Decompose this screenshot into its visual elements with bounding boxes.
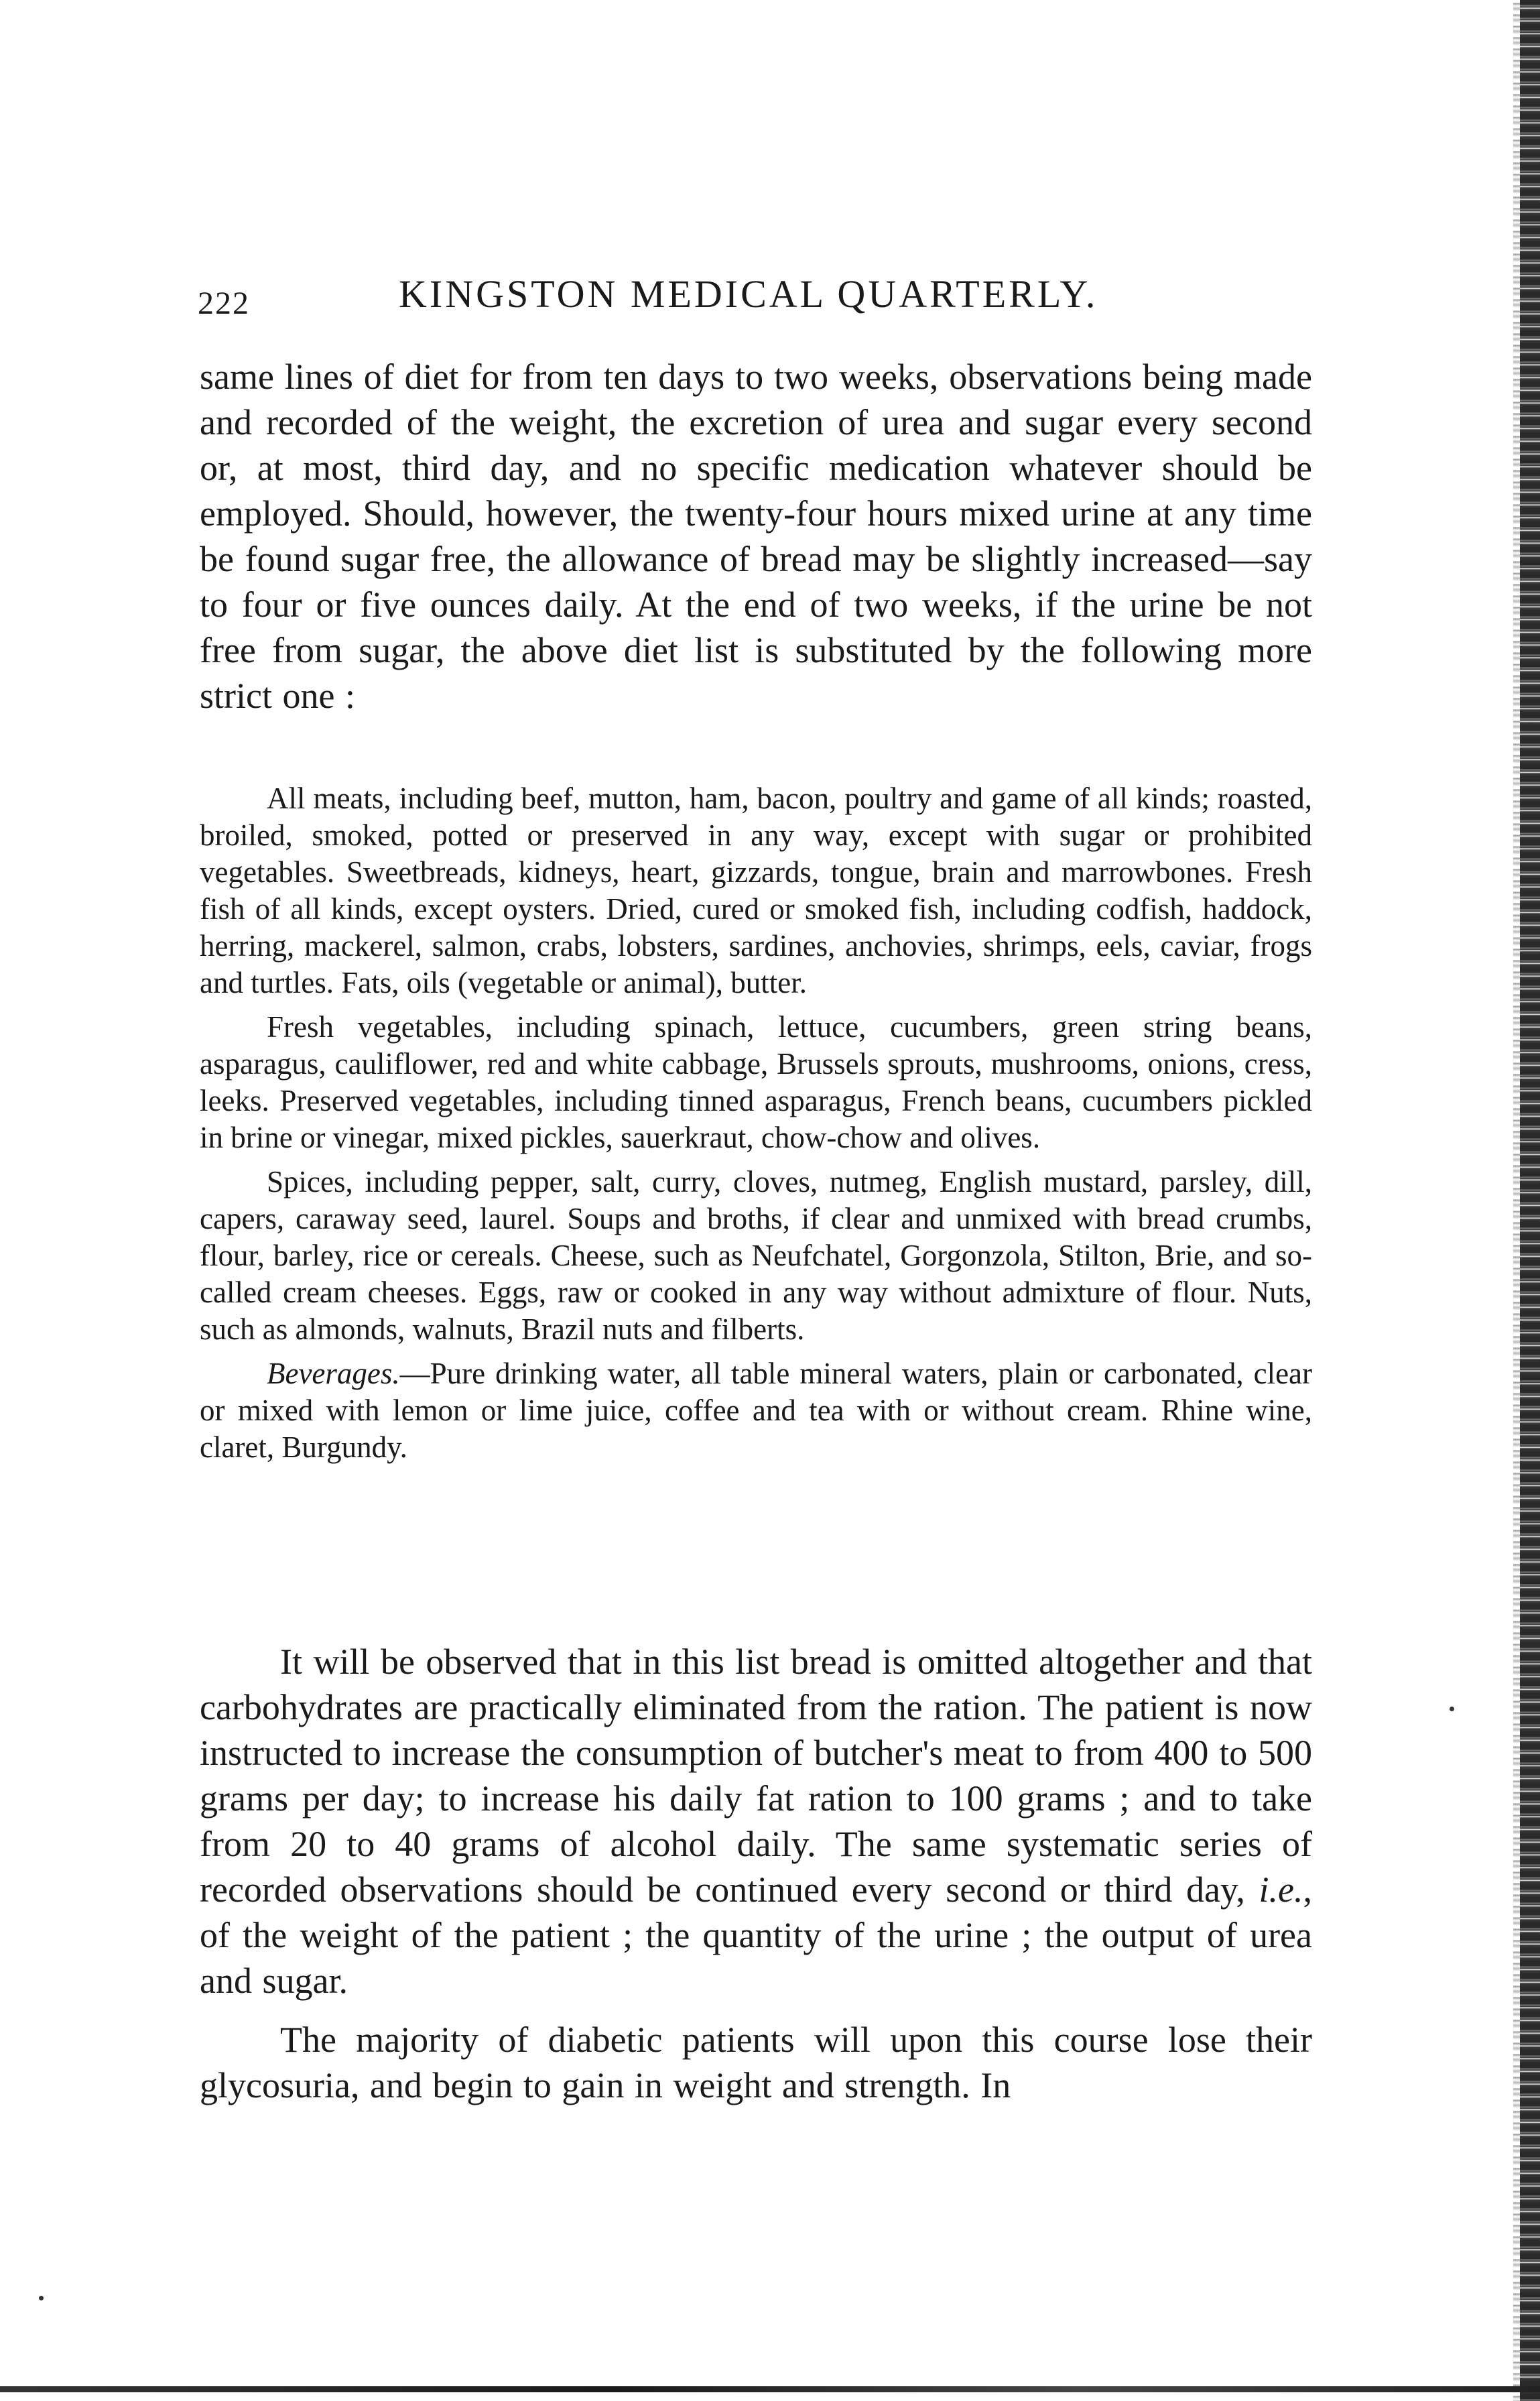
beverages-label: Beverages. bbox=[267, 1357, 400, 1390]
paragraph-observation bbox=[200, 1639, 1312, 2004]
beverages-text: —Pure drinking water, all table mineral waters, plain or carbonated, clear or mixed with lemon or lime juice, coffee and tea with or without cream. Rhine wine, claret, Burgundy. bbox=[200, 1357, 1312, 1464]
diet-beverages bbox=[200, 1355, 1312, 1466]
diet-spices: Spices, including pepper, salt, curry, cloves, nutmeg, English mustard, parsley, dill, capers, caraway seed, laurel. Soups and broths, if clear and unmixed with bread crumbs, flour, barley, rice or cereals. Cheese, such as Neufchatel, Gorgonzola, Stilton, Brie, and so-called cream cheeses. Eggs, raw or cooked in any way without admixture of flour. Nuts, such as almonds, walnuts, Brazil nuts and filberts. bbox=[200, 1165, 1312, 1346]
scan-speck bbox=[39, 2296, 44, 2300]
scan-bottom-edge bbox=[0, 2386, 1540, 2392]
paragraph-text: same lines of diet for from ten days to two weeks, observations being made and recorded of the weight, the excretion of urea and sugar every second or, at most, third day, and no specific medication whatever should be employed. Should, however, the twenty-four hours mixed urine at any time be found sugar free, the allowance of bread may be slightly increased—say to four or five ounces daily. At the end of two weeks, if the urine be not free from sugar, the above diet list is substituted by the following more strict one : bbox=[200, 357, 1312, 716]
paragraph-continuation bbox=[200, 354, 1312, 719]
page-header bbox=[198, 271, 1310, 325]
diet-meats: All meats, including beef, mutton, ham, bacon, poultry and game of all kinds; roasted, broiled, smoked, potted or preserved in any way, except with sugar or prohibited vegetables. Sweetbreads, kidneys, heart, gizzards, tongue, brain and marrowbones. Fresh fish of all kinds, except oysters. Dried, cured or smoked fish, including codfish, haddock, herring, mackerel, salmon, crabs, lobsters, sardines, anchovies, shrimps, eels, caviar, frogs and turtles. Fats, oils (vegetable or animal), butter. bbox=[200, 782, 1312, 999]
diet-list bbox=[200, 780, 1312, 1473]
diet-vegetables: Fresh vegetables, including spinach, lettuce, cucumbers, green string beans, asparagus, cauliflower, red and white cabbage, Brussels sprouts, mushrooms, onions, cress, leeks. Preserved vegetables, including tinned asparagus, French beans, cucumbers pickled in brine or vinegar, mixed pickles, sauerkraut, chow-chow and olives. bbox=[200, 1010, 1312, 1154]
scan-page-edge bbox=[1513, 0, 1540, 2401]
running-head: KINGSTON MEDICAL QUARTERLY. bbox=[399, 272, 1098, 316]
ie-abbreviation: i.e. bbox=[1259, 1869, 1303, 1910]
paragraph-text: The majority of diabetic patients will upon this course lose their glycosuria, and begin to gain in weight and strength. In bbox=[200, 2020, 1312, 2105]
page-number: 222 bbox=[198, 286, 250, 321]
paragraph-text-part: , of the weight of the patient ; the quantity of the urine ; the output of urea and sugar. bbox=[200, 1869, 1312, 2001]
paragraph-text-part: It will be observed that in this list bread is omitted altogether and that carbohydrates are practically eliminated from the ration. The patient is now instructed to increase the consumption of butcher's meat to from 400 to 500 grams per day; to increase his daily fat ration to 100 grams ; and to take from 20 to 40 grams of alcohol daily. The same systematic series of recorded observations should be continued every second or third day, bbox=[200, 1642, 1312, 1910]
paragraph-text bbox=[200, 1639, 1312, 2004]
paragraph-majority bbox=[200, 2017, 1312, 2108]
scan-speck bbox=[1450, 1707, 1454, 1711]
